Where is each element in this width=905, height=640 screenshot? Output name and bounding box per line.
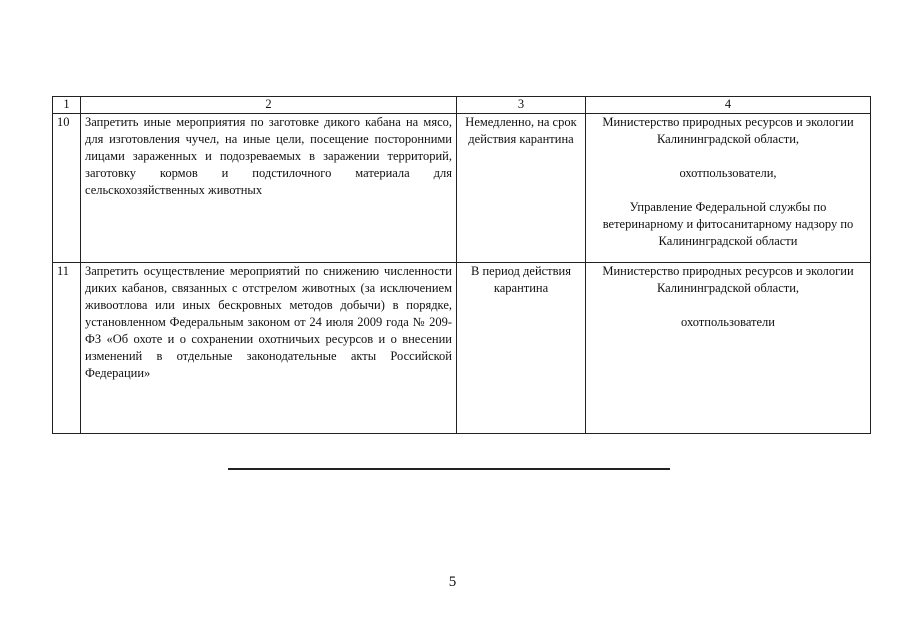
- page-number: 5: [448, 574, 457, 590]
- column-header-4: 4: [586, 97, 871, 114]
- responsible-line: охотпользователи,: [679, 166, 777, 180]
- table-row: [53, 114, 871, 263]
- measure-text: Запретить осуществление мероприятий по снижению численности диких кабанов, связанных с отстрелом животных (за исключением живоотлова или иных бескровных методов добычи) в порядке, установленном Федеральным законом от 24 июля 2009 года № 209-ФЗ «Об охоте и о сохранении охотничьих ресурсов и о внесении изменений в отдельные законодательные акты Российской Федерации»: [81, 263, 457, 434]
- responsible-cell: [586, 114, 871, 263]
- column-header-1: 1: [53, 97, 81, 114]
- row-number: 11: [53, 263, 81, 434]
- table-row: [53, 263, 871, 434]
- separator-line: [228, 468, 670, 470]
- table-header-row: [53, 97, 871, 114]
- column-header-3: 3: [457, 97, 586, 114]
- measures-table: [52, 96, 871, 434]
- responsible-line: Управление Федеральной службы по ветеринарному и фитосанитарному надзору по Калининградской области: [602, 200, 854, 248]
- responsible-cell: [586, 263, 871, 434]
- measure-text: Запретить иные мероприятия по заготовке дикого кабана на мясо, для изготовления чучел, на иные цели, посещение посторонними лицами зараженных и подозреваемых в заражении территорий, заготовку кормов и подстилочного материала для сельскохозяйственных животных: [81, 114, 457, 263]
- term-text: Немедленно, на срок действия карантина: [457, 114, 586, 263]
- responsible-line: Министерство природных ресурсов и экологии Калининградской области,: [602, 115, 854, 146]
- responsible-line: Министерство природных ресурсов и экологии Калининградской области,: [602, 264, 854, 295]
- term-text: В период действия карантина: [457, 263, 586, 434]
- row-number: 10: [53, 114, 81, 263]
- responsible-line: охотпользователи: [681, 315, 775, 329]
- column-header-2: 2: [81, 97, 457, 114]
